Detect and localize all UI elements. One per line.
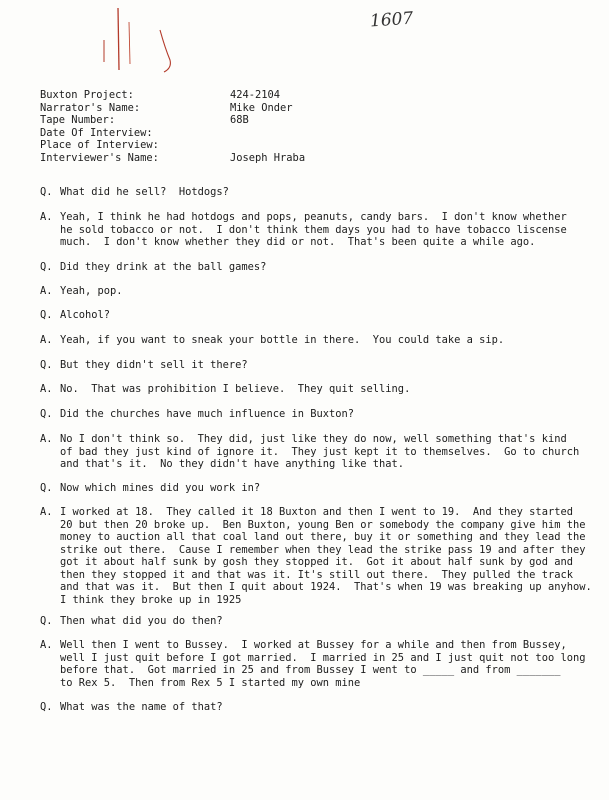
transcript-entry: [40, 433, 600, 471]
transcript-entry: [40, 334, 600, 347]
header-label: Narrator's Name:: [40, 101, 141, 114]
transcript-entry: [40, 701, 600, 714]
speaker-label: A.: [40, 506, 53, 518]
header-row: [40, 102, 305, 115]
header-row: [40, 114, 305, 127]
transcript-text: No. That was prohibition I believe. They quit selling.: [60, 383, 411, 395]
transcript-text: Yeah, if you want to sneak your bottle in there. You could take a sip.: [60, 334, 505, 346]
speaker-label: Q.: [40, 186, 53, 198]
speaker-label: Q.: [40, 408, 53, 420]
header-row: [40, 89, 305, 102]
header-label: Interviewer's Name:: [40, 151, 159, 164]
transcript-text: Yeah, I think he had hotdogs and pops, peanuts, candy bars. I don't know whether he sold tobacco or not. I don't think them days you had to have tobacco liscense much. I don't know whether they did or not. That's been quite a while ago.: [60, 211, 567, 248]
speaker-label: A.: [40, 334, 53, 346]
transcript-text: Yeah, pop.: [60, 285, 123, 297]
transcript-entry: [40, 285, 600, 298]
header-row: [40, 152, 305, 165]
transcript-entry: [40, 211, 600, 249]
header-label: Tape Number:: [40, 114, 116, 127]
header-row: [40, 127, 305, 140]
header-value: 68B: [230, 114, 249, 127]
transcript-entry: [40, 408, 600, 421]
header-row: [40, 139, 305, 152]
speaker-label: Q.: [40, 482, 53, 494]
speaker-label: A.: [40, 433, 53, 445]
transcript-text: Alcohol?: [60, 309, 111, 321]
interview-header: [40, 89, 305, 165]
header-label: Place of Interview:: [40, 139, 159, 152]
transcript-text: Did the churches have much influence in Buxton?: [60, 408, 355, 420]
header-label: Buxton Project:: [40, 89, 134, 101]
red-pen-mark: [118, 8, 119, 70]
transcript-text: What was the name of that?: [60, 701, 223, 713]
speaker-label: A.: [40, 211, 53, 223]
speaker-label: Q.: [40, 309, 53, 321]
transcript-text: Now which mines did you work in?: [60, 482, 261, 494]
header-label: Date Of Interview:: [40, 126, 153, 139]
transcript-text: Well then I went to Bussey. I worked at Bussey for a while and then from Bussey, well I just quit before I got married. I married in 25 and I just quit not too long before that. Got married in 25 and from Bussey I went to _____ and from _______ to Rex 5. Then from Rex 5 I started my own mine: [60, 639, 586, 689]
transcript-entry: [40, 383, 600, 396]
speaker-label: Q.: [40, 359, 53, 371]
header-value: Mike Onder: [230, 101, 293, 114]
transcript-text: But they didn't sell it there?: [60, 359, 248, 371]
red-pen-mark: [129, 22, 130, 64]
header-value: 424-2104: [230, 89, 281, 101]
transcript-entry: [40, 639, 600, 689]
transcript-text: What did he sell? Hotdogs?: [60, 186, 229, 198]
transcript-text: No I don't think so. They did, just like they do now, well something that's kind of bad they just kind of ignore it. They just kept it to themselves. Go to church and that's it. No they didn't have anything like that.: [60, 433, 580, 470]
transcript-entry: [40, 359, 600, 372]
page-number: 1607: [369, 8, 414, 32]
speaker-label: A.: [40, 639, 53, 651]
speaker-label: Q.: [40, 261, 53, 273]
transcript-entry: [40, 615, 600, 628]
red-pen-mark: [160, 30, 170, 72]
transcript-text: I worked at 18. They called it 18 Buxton and then I went to 19. And they started 20 but then 20 broke up. Ben Buxton, young Ben or somebody the company give him the money to auction all that coal land out there, buy it or something and they lead the strike out there. Cause I remember when they lead the strike pass 19 and after they got it about half sunk by gosh they stopped it. Got it about half sunk by god and then they stopped it and that was it. It's still out there. They pulled the track and that was it. But then I quit about 1924. That's when 19 was breaking up anyhow. I think they broke up in 1925: [60, 506, 592, 606]
speaker-label: A.: [40, 383, 53, 395]
speaker-label: A.: [40, 285, 53, 297]
speaker-label: Q.: [40, 615, 53, 627]
transcript-entry: [40, 186, 600, 199]
transcript-entry: [40, 506, 600, 606]
speaker-label: Q.: [40, 701, 53, 713]
transcript-text: Then what did you do then?: [60, 615, 223, 627]
transcript-text: Did they drink at the ball games?: [60, 261, 267, 273]
transcript-entry: [40, 309, 600, 322]
header-value: Joseph Hraba: [230, 151, 306, 164]
transcript-entry: [40, 482, 600, 495]
transcript-entry: [40, 261, 600, 274]
